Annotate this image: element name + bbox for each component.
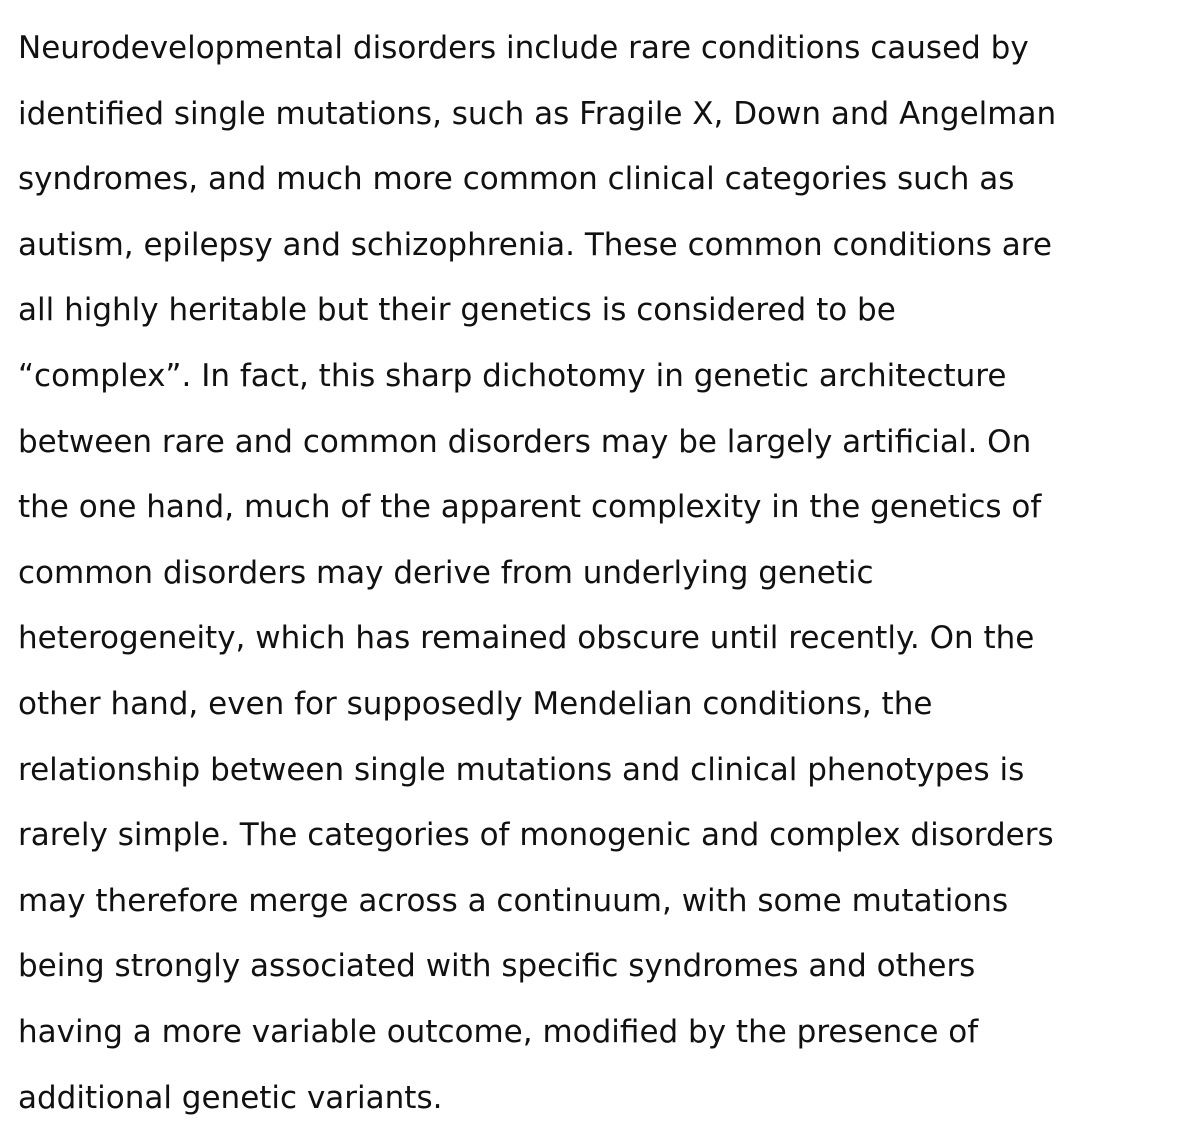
text-line: the one hand, much of the apparent complexity in the genetics of bbox=[18, 489, 1042, 526]
text-line: autism, epilepsy and schizophrenia. These common conditions are bbox=[18, 226, 1052, 263]
abstract-paragraph bbox=[18, 16, 1178, 1131]
text-line: being strongly associated with specific syndromes and others bbox=[18, 948, 976, 985]
text-line: identified single mutations, such as Fragile X, Down and Angelman bbox=[18, 95, 1057, 132]
text-line: common disorders may derive from underlying genetic bbox=[18, 554, 874, 591]
text-line: heterogeneity, which has remained obscure until recently. On the bbox=[18, 620, 1035, 657]
text-line: may therefore merge across a continuum, with some mutations bbox=[18, 882, 1009, 919]
text-line: additional genetic variants. bbox=[18, 1079, 443, 1116]
text-line: other hand, even for supposedly Mendelian conditions, the bbox=[18, 685, 933, 722]
text-line: relationship between single mutations and clinical phenotypes is bbox=[18, 751, 1025, 788]
text-line: “complex”. In fact, this sharp dichotomy in genetic architecture bbox=[18, 357, 1007, 394]
text-line: all highly heritable but their genetics is considered to be bbox=[18, 292, 896, 329]
text-line: rarely simple. The categories of monogenic and complex disorders bbox=[18, 817, 1054, 854]
text-line: having a more variable outcome, modified by the presence of bbox=[18, 1013, 979, 1050]
text-line: syndromes, and much more common clinical categories such as bbox=[18, 161, 1015, 198]
text-line: Neurodevelopmental disorders include rare conditions caused by bbox=[18, 30, 1029, 66]
text-line: between rare and common disorders may be largely artificial. On bbox=[18, 423, 1032, 460]
